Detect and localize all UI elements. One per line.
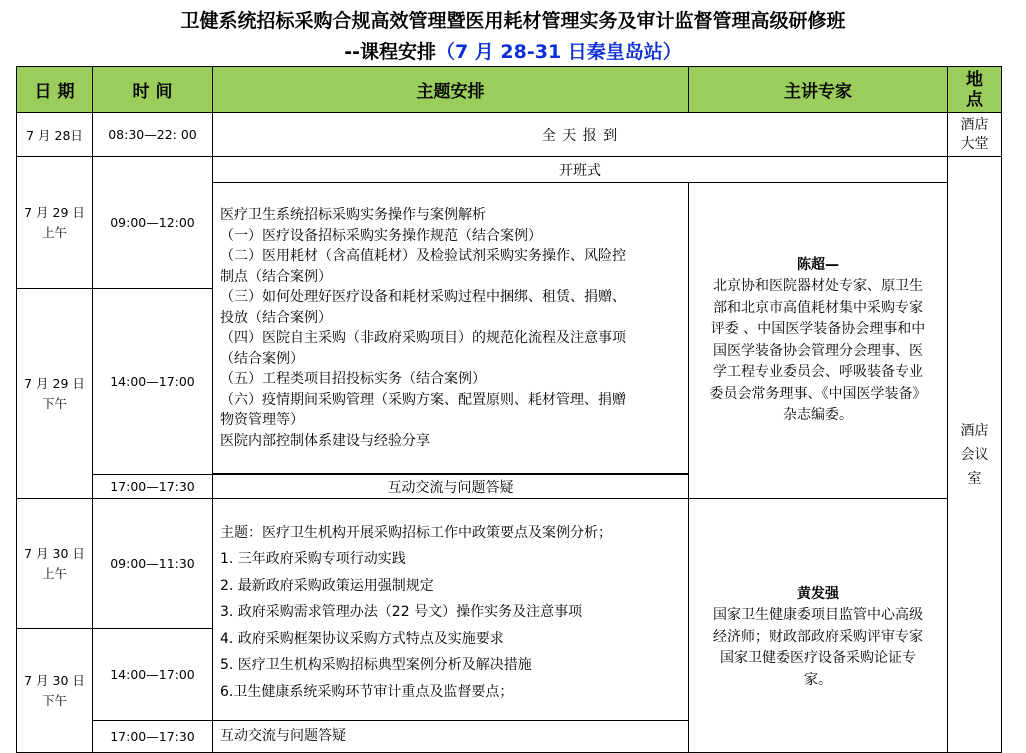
expert-line: 北京协和医院器材处专家、原卫生 bbox=[713, 278, 923, 294]
time-jul30-am: 09:00—11:30 bbox=[92, 498, 213, 629]
period-label: 下午 bbox=[41, 395, 67, 411]
place-meeting-room bbox=[947, 156, 1002, 753]
date-label: 7 月 29 日 bbox=[24, 375, 85, 391]
topic-line: 投放（结合案例） bbox=[220, 309, 332, 326]
expert-jul29 bbox=[688, 182, 948, 499]
topic-line: （二）医用耗材（含高值耗材）及检验试剂采购实务操作、风险控 bbox=[220, 248, 626, 264]
topic-jul29 bbox=[212, 182, 689, 474]
topic-line: （结合案例） bbox=[220, 350, 304, 367]
time-jul30-pm: 14:00—17:00 bbox=[92, 628, 213, 721]
topic-line: （一）医疗设备招标采购实务操作规范（结合案例） bbox=[220, 227, 542, 244]
date-jul29-am bbox=[16, 156, 93, 289]
expert-line: 评委 、中国医学装备协会理事和中 bbox=[710, 321, 926, 337]
topic-line: （四）医院自主采购（非政府采购项目）的规范化流程及注意事项 bbox=[220, 330, 626, 346]
topic-jul30 bbox=[212, 498, 689, 721]
date-jul30-pm bbox=[16, 628, 93, 753]
expert-line: 国医学装备协会管理分会理事、医 bbox=[713, 342, 923, 359]
topic-line: （三）如何处理好医疗设备和耗材采购过程中捆绑、租赁、捐赠、 bbox=[220, 289, 626, 305]
expert-jul30 bbox=[688, 498, 948, 753]
place-lobby-line1: 酒店 bbox=[960, 116, 989, 133]
topic-line: 医疗卫生系统招标采购实务操作与案例解析 bbox=[220, 207, 486, 223]
topic-registration: 全 天 报 到 bbox=[212, 112, 948, 157]
page-title: 卫健系统招标采购合规高效管理暨医用耗材管理实务及审计监督管理高级研修班 bbox=[180, 10, 846, 32]
header-expert: 主讲专家 bbox=[688, 66, 948, 113]
subtitle-highlight: （7 月 28-31 日秦皇岛站） bbox=[435, 41, 682, 63]
expert-line: 国家卫健委医疗设备采购论证专 bbox=[720, 650, 916, 667]
topic-line: 制点（结合案例） bbox=[220, 268, 332, 285]
topic-list bbox=[220, 546, 682, 705]
time-jul29-am: 09:00—12:00 bbox=[92, 156, 213, 289]
topic-item: 3. 政府采购需求管理办法（22 号文）操作实务及注意事项 bbox=[220, 604, 583, 620]
expert-line: 国家卫生健康委项目监管中心高级 bbox=[713, 607, 923, 624]
date-jul30-am bbox=[16, 498, 93, 629]
expert-line: 委员会常务理事、《中国医学装备》 bbox=[709, 385, 927, 402]
header-time: 时 间 bbox=[92, 66, 213, 113]
time-jul30-qa: 17:00—17:30 bbox=[92, 720, 213, 753]
expert-line: 杂志编委。 bbox=[783, 407, 853, 423]
topic-item: 1. 三年政府采购专项行动实践 bbox=[220, 551, 406, 567]
expert-name: 黄发强 bbox=[797, 585, 839, 602]
period-label: 下午 bbox=[41, 692, 67, 708]
place-line: 室 bbox=[967, 470, 982, 487]
expert-line: 经济师；财政部政府采购评审专家 bbox=[713, 628, 923, 645]
time-jul28: 08:30—22: 00 bbox=[92, 112, 213, 157]
topic-line: （五）工程类项目招投标实务（结合案例） bbox=[220, 371, 486, 387]
header-place bbox=[947, 66, 1002, 113]
header-date: 日 期 bbox=[16, 66, 93, 113]
topic-item: 4. 政府采购框架协议采购方式特点及实施要求 bbox=[220, 630, 504, 647]
header-topic: 主题安排 bbox=[212, 66, 689, 113]
topic-item: 2. 最新政府采购政策运用强制规定 bbox=[220, 577, 434, 594]
topic-jul29-qa: 互动交流与问题答疑 bbox=[212, 474, 689, 499]
topic-item: 6.卫生健康系统采购环节审计重点及监督要点； bbox=[220, 683, 514, 700]
place-line: 会议 bbox=[960, 446, 989, 463]
topic-heading: 主题：医疗卫生机构开展采购招标工作中政策要点及案例分析； bbox=[220, 525, 612, 541]
topic-line: 物资管理等） bbox=[220, 412, 304, 428]
subtitle-prefix: --课程安排 bbox=[344, 41, 436, 63]
date-label: 7 月 29 日 bbox=[24, 204, 85, 220]
date-jul28: 7 月 28日 bbox=[16, 112, 93, 157]
header-place-line1: 地 bbox=[966, 69, 983, 90]
expert-name: 陈超— bbox=[797, 256, 839, 273]
time-jul29-qa: 17:00—17:30 bbox=[92, 474, 213, 499]
date-label: 7 月 30 日 bbox=[24, 672, 85, 688]
topic-line: （六）疫情期间采购管理（采购方案、配置原则、耗材管理、捐赠 bbox=[220, 391, 626, 408]
header-place-line2: 点 bbox=[966, 89, 983, 110]
expert-line: 学工程专业委员会、呼吸装备专业 bbox=[713, 364, 923, 380]
place-line: 酒店 bbox=[960, 422, 989, 439]
place-lobby bbox=[947, 112, 1002, 157]
expert-line: 家。 bbox=[804, 671, 832, 688]
time-jul29-pm: 14:00—17:00 bbox=[92, 288, 213, 475]
topic-opening: 开班式 bbox=[212, 156, 948, 183]
topic-item: 5. 医疗卫生机构采购招标典型案例分析及解决措施 bbox=[220, 657, 532, 673]
period-label: 上午 bbox=[41, 224, 67, 240]
expert-line: 部和北京市高值耗材集中采购专家 bbox=[713, 299, 923, 316]
page-subtitle bbox=[0, 37, 1026, 64]
date-jul29-pm bbox=[16, 288, 93, 499]
period-label: 上午 bbox=[41, 565, 67, 581]
topic-line: 医院内部控制体系建设与经验分享 bbox=[220, 432, 430, 449]
date-label: 7 月 30 日 bbox=[24, 545, 85, 561]
topic-jul30-qa: 互动交流与问题答疑 bbox=[212, 720, 689, 753]
place-lobby-line2: 大堂 bbox=[960, 135, 989, 152]
